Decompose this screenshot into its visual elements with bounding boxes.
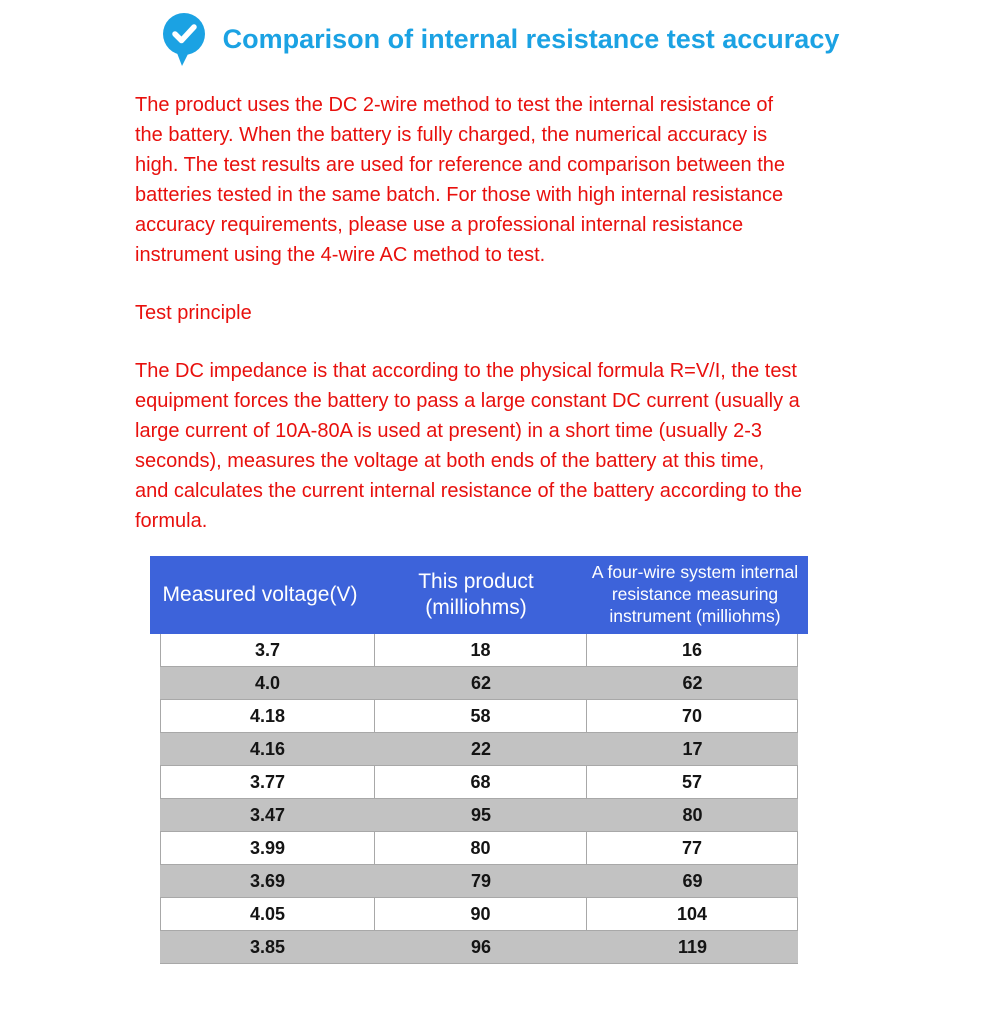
table-cell: 4.0 — [254, 672, 281, 693]
page-title: Comparison of internal resistance test accuracy — [222, 23, 840, 54]
table-cell: 4.18 — [160, 700, 375, 732]
table-cell: 70 — [587, 700, 798, 732]
table-row — [160, 832, 798, 865]
table-cell: 22 — [470, 738, 492, 759]
table-cell: 96 — [470, 936, 492, 957]
table-row — [160, 865, 798, 898]
table-cell: 4.05 — [160, 898, 375, 930]
table-cell: 3.77 — [160, 766, 375, 798]
table-cell: 3.85 — [249, 936, 286, 957]
table-cell: 18 — [375, 634, 587, 666]
section-heading: Test principle — [135, 302, 252, 324]
column-header-measured-voltage: Measured voltage(V) — [162, 582, 358, 606]
table-cell: 79 — [470, 870, 492, 891]
intro-paragraph: The product uses the DC 2-wire method to test the internal resistance of the battery. When the battery is fully charged, the numerical accuracy is high. The test results are used for reference and comparison between the batteries tested in the same batch. For those with high internal resistance accuracy requirements, please use a professional internal resistance instrument using the 4-wire AC method to test. — [135, 94, 786, 266]
column-header-four-wire-instrument: A four-wire system internal resistance measuring instrument (milliohms) — [591, 562, 799, 626]
table-cell: 119 — [677, 936, 708, 957]
table-row — [160, 799, 798, 832]
table-cell: 17 — [682, 738, 703, 759]
table-body — [160, 634, 798, 964]
table-cell: 69 — [682, 870, 703, 891]
column-header-this-product: This product (milliohms) — [418, 569, 534, 619]
table-cell: 58 — [375, 700, 587, 732]
comparison-table — [150, 556, 808, 964]
table-cell: 90 — [375, 898, 587, 930]
table-row — [160, 766, 798, 799]
table-header-row — [150, 556, 808, 634]
table-cell: 3.99 — [160, 832, 375, 864]
table-row — [160, 898, 798, 931]
table-cell: 77 — [587, 832, 798, 864]
table-cell: 57 — [587, 766, 798, 798]
principle-paragraph: The DC impedance is that according to the physical formula R=V/I, the test equipment forces the battery to pass a large constant DC current (usually a large current of 10A-80A is used at present) in a short time (usually 2-3 seconds), measures the voltage at both ends of the battery at this time, and calculates the current internal resistance of the battery according to the formula. — [135, 360, 803, 532]
table-cell: 68 — [375, 766, 587, 798]
table-row — [160, 733, 798, 766]
table-cell: 4.16 — [249, 738, 286, 759]
table-cell: 80 — [682, 804, 703, 825]
page-header — [0, 12, 1000, 66]
table-row — [160, 931, 798, 964]
table-cell: 95 — [470, 804, 492, 825]
table-cell: 3.47 — [249, 804, 286, 825]
table-cell: 3.7 — [160, 634, 375, 666]
table-row — [160, 667, 798, 700]
table-cell: 62 — [470, 672, 492, 693]
table-cell: 104 — [587, 898, 798, 930]
table-row — [160, 634, 798, 667]
check-bubble-icon — [161, 11, 207, 67]
table-cell: 80 — [375, 832, 587, 864]
table-cell: 3.69 — [249, 870, 286, 891]
table-cell: 62 — [682, 672, 703, 693]
table-row — [160, 700, 798, 733]
table-cell: 16 — [587, 634, 798, 666]
